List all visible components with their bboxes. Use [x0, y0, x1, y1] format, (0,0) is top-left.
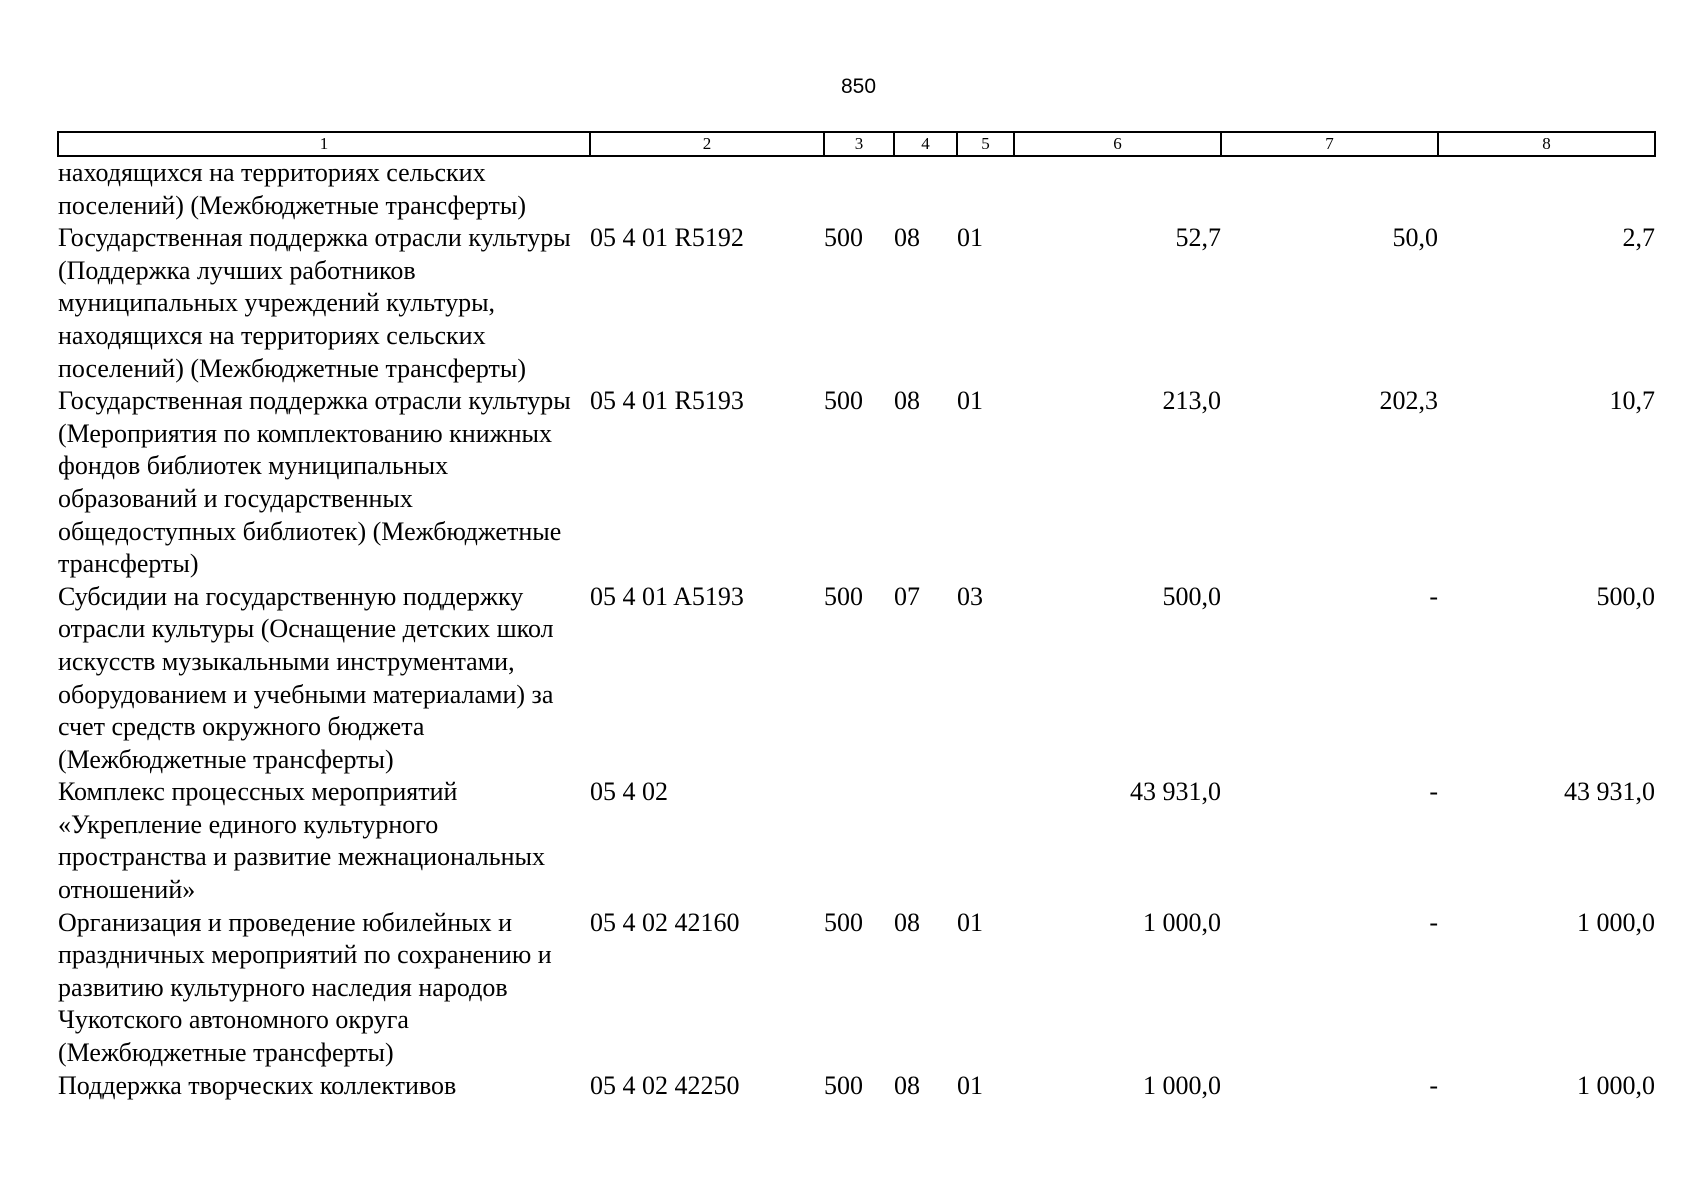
row-code: 05 4 01 A5193 [590, 581, 744, 611]
row-col5 [957, 776, 1014, 906]
row-col4: 08 [894, 1070, 920, 1100]
table-row [58, 222, 1655, 385]
row-name: Субсидии на государственную поддержку отрасли культуры (Оснащение детских школ искусств музыкальными инструментами, оборудованием и учебными материалами) за счет средств окружного бюджета (Межбюджетные трансферты) [58, 581, 554, 774]
row-col7: - [1429, 907, 1438, 937]
row-name: Организация и проведение юбилейных и праздничных мероприятий по сохранению и развитию культурного наследия народов Чукотского автономного округа (Межбюджетные трансферты) [58, 907, 552, 1068]
column-header-5: 5 [957, 132, 1014, 156]
page-number: 850 [840, 75, 877, 98]
row-code: 05 4 02 42160 [590, 907, 740, 937]
row-col5 [957, 156, 1014, 222]
row-col5: 01 [957, 223, 983, 253]
row-col3: 500 [824, 386, 863, 416]
row-col8: 2,7 [1622, 223, 1655, 253]
row-col8 [1438, 156, 1655, 222]
column-header-8: 8 [1438, 132, 1655, 156]
row-col6: 213,0 [1162, 386, 1221, 416]
budget-table [57, 131, 1656, 1102]
row-col6: 500,0 [1162, 581, 1221, 611]
table-row [58, 907, 1655, 1070]
row-col4 [894, 776, 957, 906]
row-col4: 08 [894, 907, 920, 937]
column-header-4: 4 [894, 132, 957, 156]
row-name: Комплекс процессных мероприятий «Укрепление единого культурного пространства и развитие межнациональных отношений» [58, 777, 545, 905]
table-body [58, 156, 1655, 1102]
row-name: Государственная поддержка отрасли культуры (Мероприятия по комплектованию книжных фондов библиотек муниципальных образований и государственных общедоступных библиотек) (Межбюджетные трансферты) [58, 386, 571, 579]
table-row [58, 385, 1655, 581]
row-col3: 500 [824, 1070, 863, 1100]
row-col3 [824, 156, 894, 222]
column-header-2: 2 [590, 132, 824, 156]
row-col7 [1221, 156, 1438, 222]
row-col8: 10,7 [1609, 386, 1655, 416]
column-header-7: 7 [1221, 132, 1438, 156]
row-col8: 1 000,0 [1577, 907, 1655, 937]
row-name: Государственная поддержка отрасли культуры (Поддержка лучших работников муниципальных учреждений культуры, находящихся на территориях сельских поселений) (Межбюджетные трансферты) [58, 223, 571, 383]
row-code: 05 4 02 [590, 777, 668, 807]
table-row [58, 1070, 1655, 1103]
row-col4: 07 [894, 581, 920, 611]
column-header-3: 3 [824, 132, 894, 156]
row-col6: 1 000,0 [1143, 1070, 1221, 1100]
row-col4 [894, 156, 957, 222]
row-col8: 500,0 [1596, 581, 1655, 611]
row-col6 [1014, 156, 1221, 222]
row-col7: - [1429, 777, 1438, 807]
row-col5: 01 [957, 907, 983, 937]
row-col7: - [1429, 1070, 1438, 1100]
row-col3 [824, 776, 894, 906]
row-code [590, 156, 824, 222]
row-col6: 52,7 [1175, 223, 1221, 253]
row-col5: 03 [957, 581, 983, 611]
column-header-1: 1 [58, 132, 590, 156]
row-col3: 500 [824, 223, 863, 253]
row-name: находящихся на территориях сельских поселений) (Межбюджетные трансферты) [58, 158, 526, 220]
row-code: 05 4 01 R5193 [590, 386, 744, 416]
row-col7: - [1429, 581, 1438, 611]
row-name: Поддержка творческих коллективов [58, 1070, 457, 1100]
row-col5: 01 [957, 386, 983, 416]
table-row [58, 581, 1655, 777]
row-col7: 50,0 [1392, 223, 1438, 253]
row-col4: 08 [894, 223, 920, 253]
row-col3: 500 [824, 581, 863, 611]
row-code: 05 4 01 R5192 [590, 223, 744, 253]
row-col8: 43 931,0 [1564, 777, 1655, 807]
row-code: 05 4 02 42250 [590, 1070, 740, 1100]
table-row [58, 156, 1655, 222]
column-header-6: 6 [1014, 132, 1221, 156]
row-col8: 1 000,0 [1577, 1070, 1655, 1100]
table-row [58, 776, 1655, 906]
table-header [58, 132, 1655, 156]
row-col5: 01 [957, 1070, 983, 1100]
row-col6: 1 000,0 [1143, 907, 1221, 937]
row-col6: 43 931,0 [1130, 777, 1221, 807]
row-col4: 08 [894, 386, 920, 416]
row-col7: 202,3 [1379, 386, 1438, 416]
header-row [58, 132, 1655, 156]
row-col3: 500 [824, 907, 863, 937]
